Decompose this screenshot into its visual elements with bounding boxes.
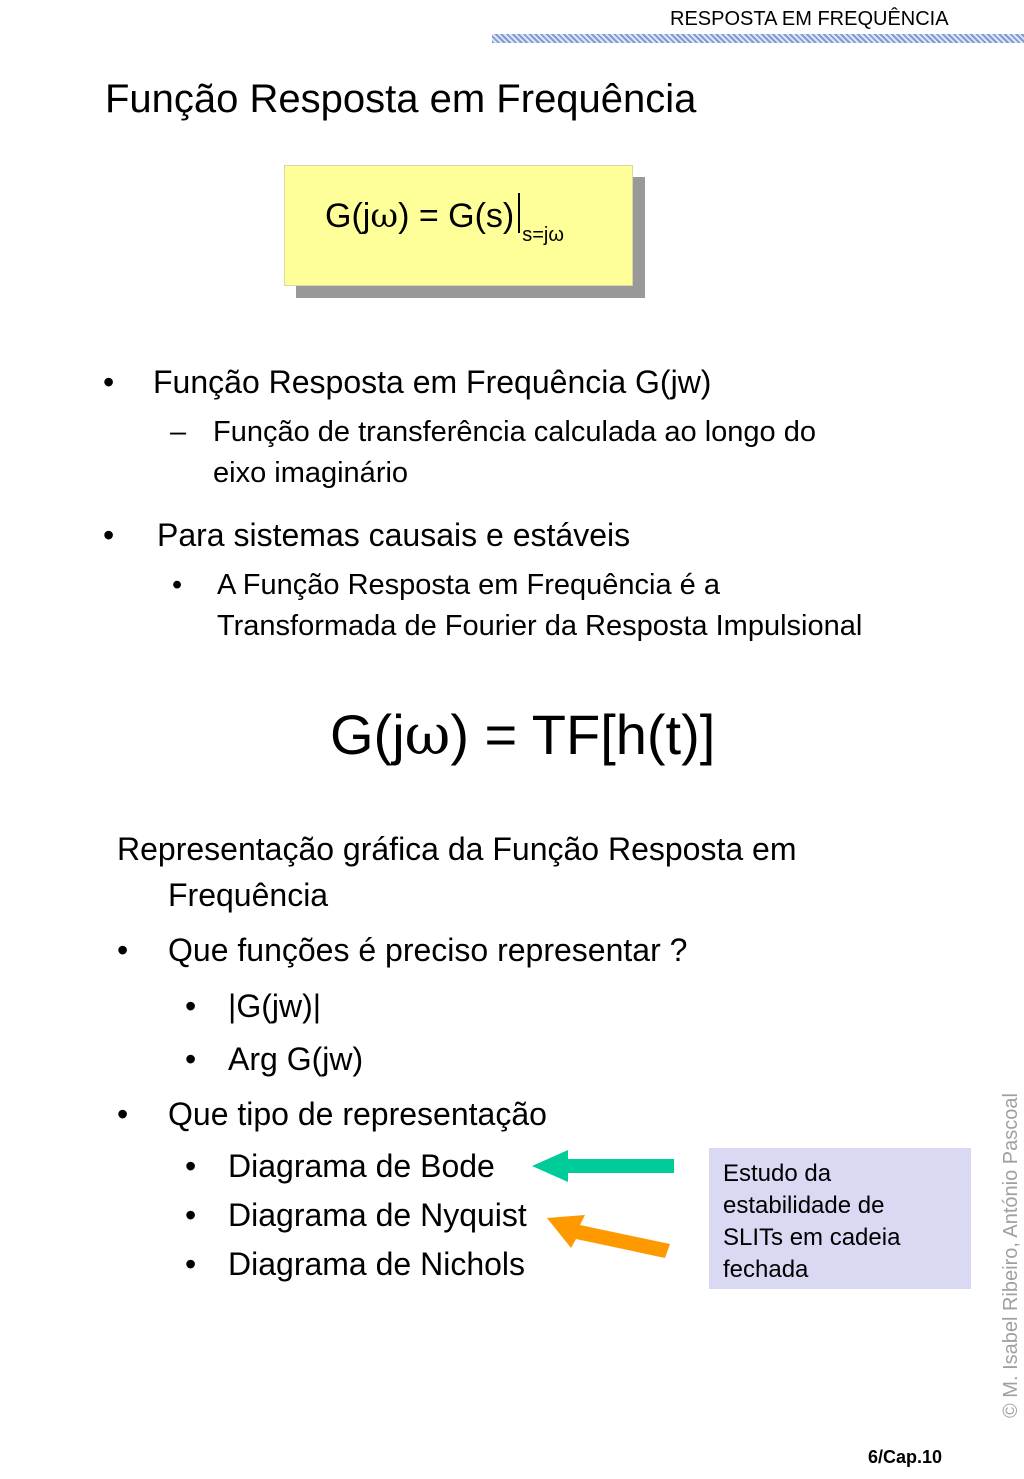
bullet-marker: •	[185, 988, 197, 1024]
eq1-mid: ) = G(s)	[398, 197, 515, 235]
item-nichols: Diagrama de Nichols	[228, 1246, 526, 1282]
item-nyquist: Diagrama de Nyquist	[228, 1197, 527, 1233]
bullet-marker: •	[185, 1246, 197, 1282]
sub-fourier-line2: Transformada de Fourier da Resposta Impulsional	[217, 610, 863, 642]
bullet-marker: •	[117, 932, 129, 968]
item-bode: Diagrama de Bode	[228, 1148, 495, 1184]
bullet-marker: •	[103, 364, 115, 400]
eq2-omega: ω	[404, 703, 451, 768]
note-line: SLITs em cadeia	[723, 1224, 901, 1251]
page-number: 6/Cap.10	[868, 1447, 943, 1467]
eq1-subscript: s=jω	[522, 224, 564, 246]
bullet-marker: •	[103, 517, 115, 553]
representation-heading-line2: Frequência	[168, 877, 329, 913]
note-line: estabilidade de	[723, 1192, 885, 1219]
bullet-marker: •	[185, 1197, 197, 1233]
bullet-marker: •	[117, 1096, 129, 1132]
eq2-lhs: G(j	[330, 703, 405, 766]
representation-heading-line1: Representação gráfica da Função Resposta em	[117, 831, 797, 867]
sub-fourier-line1: A Função Resposta em Frequência é a	[217, 569, 720, 601]
stability-note	[709, 1148, 971, 1289]
bullet-marker: •	[185, 1148, 197, 1184]
question-representation-type: Que tipo de representação	[168, 1096, 547, 1132]
bullet-marker: •	[185, 1041, 197, 1077]
note-line: Estudo da	[723, 1160, 832, 1187]
item-phase: Arg G(jw)	[228, 1041, 364, 1077]
dash-marker: –	[170, 416, 187, 448]
note-line: fechada	[723, 1256, 809, 1283]
nyquist-arrow	[547, 1215, 670, 1258]
eq1-omega: ω	[370, 196, 399, 236]
copyright-vertical: © M. Isabel Ribeiro, António Pascoal	[1000, 1093, 1022, 1418]
item-magnitude: |G(jw)|	[228, 988, 322, 1024]
sub-transfer-function-line2: eixo imaginário	[213, 457, 409, 489]
bullet-causal-stable: Para sistemas causais e estáveis	[157, 517, 631, 553]
bode-arrow	[532, 1150, 674, 1182]
bullet-marker: •	[172, 569, 183, 601]
sub-transfer-function-line1: Função de transferência calculada ao longo do	[213, 416, 816, 448]
chapter-header: RESPOSTA EM FREQUÊNCIA	[670, 8, 949, 30]
slide-title: Função Resposta em Frequência	[105, 77, 697, 121]
bullet-frequency-response: Função Resposta em Frequência G(jw)	[153, 364, 712, 400]
eq1-lhs: G(j	[325, 197, 371, 235]
eq2-rhs: ) = TF[h(t)]	[450, 703, 716, 766]
question-functions: Que funções é preciso representar ?	[168, 932, 688, 968]
